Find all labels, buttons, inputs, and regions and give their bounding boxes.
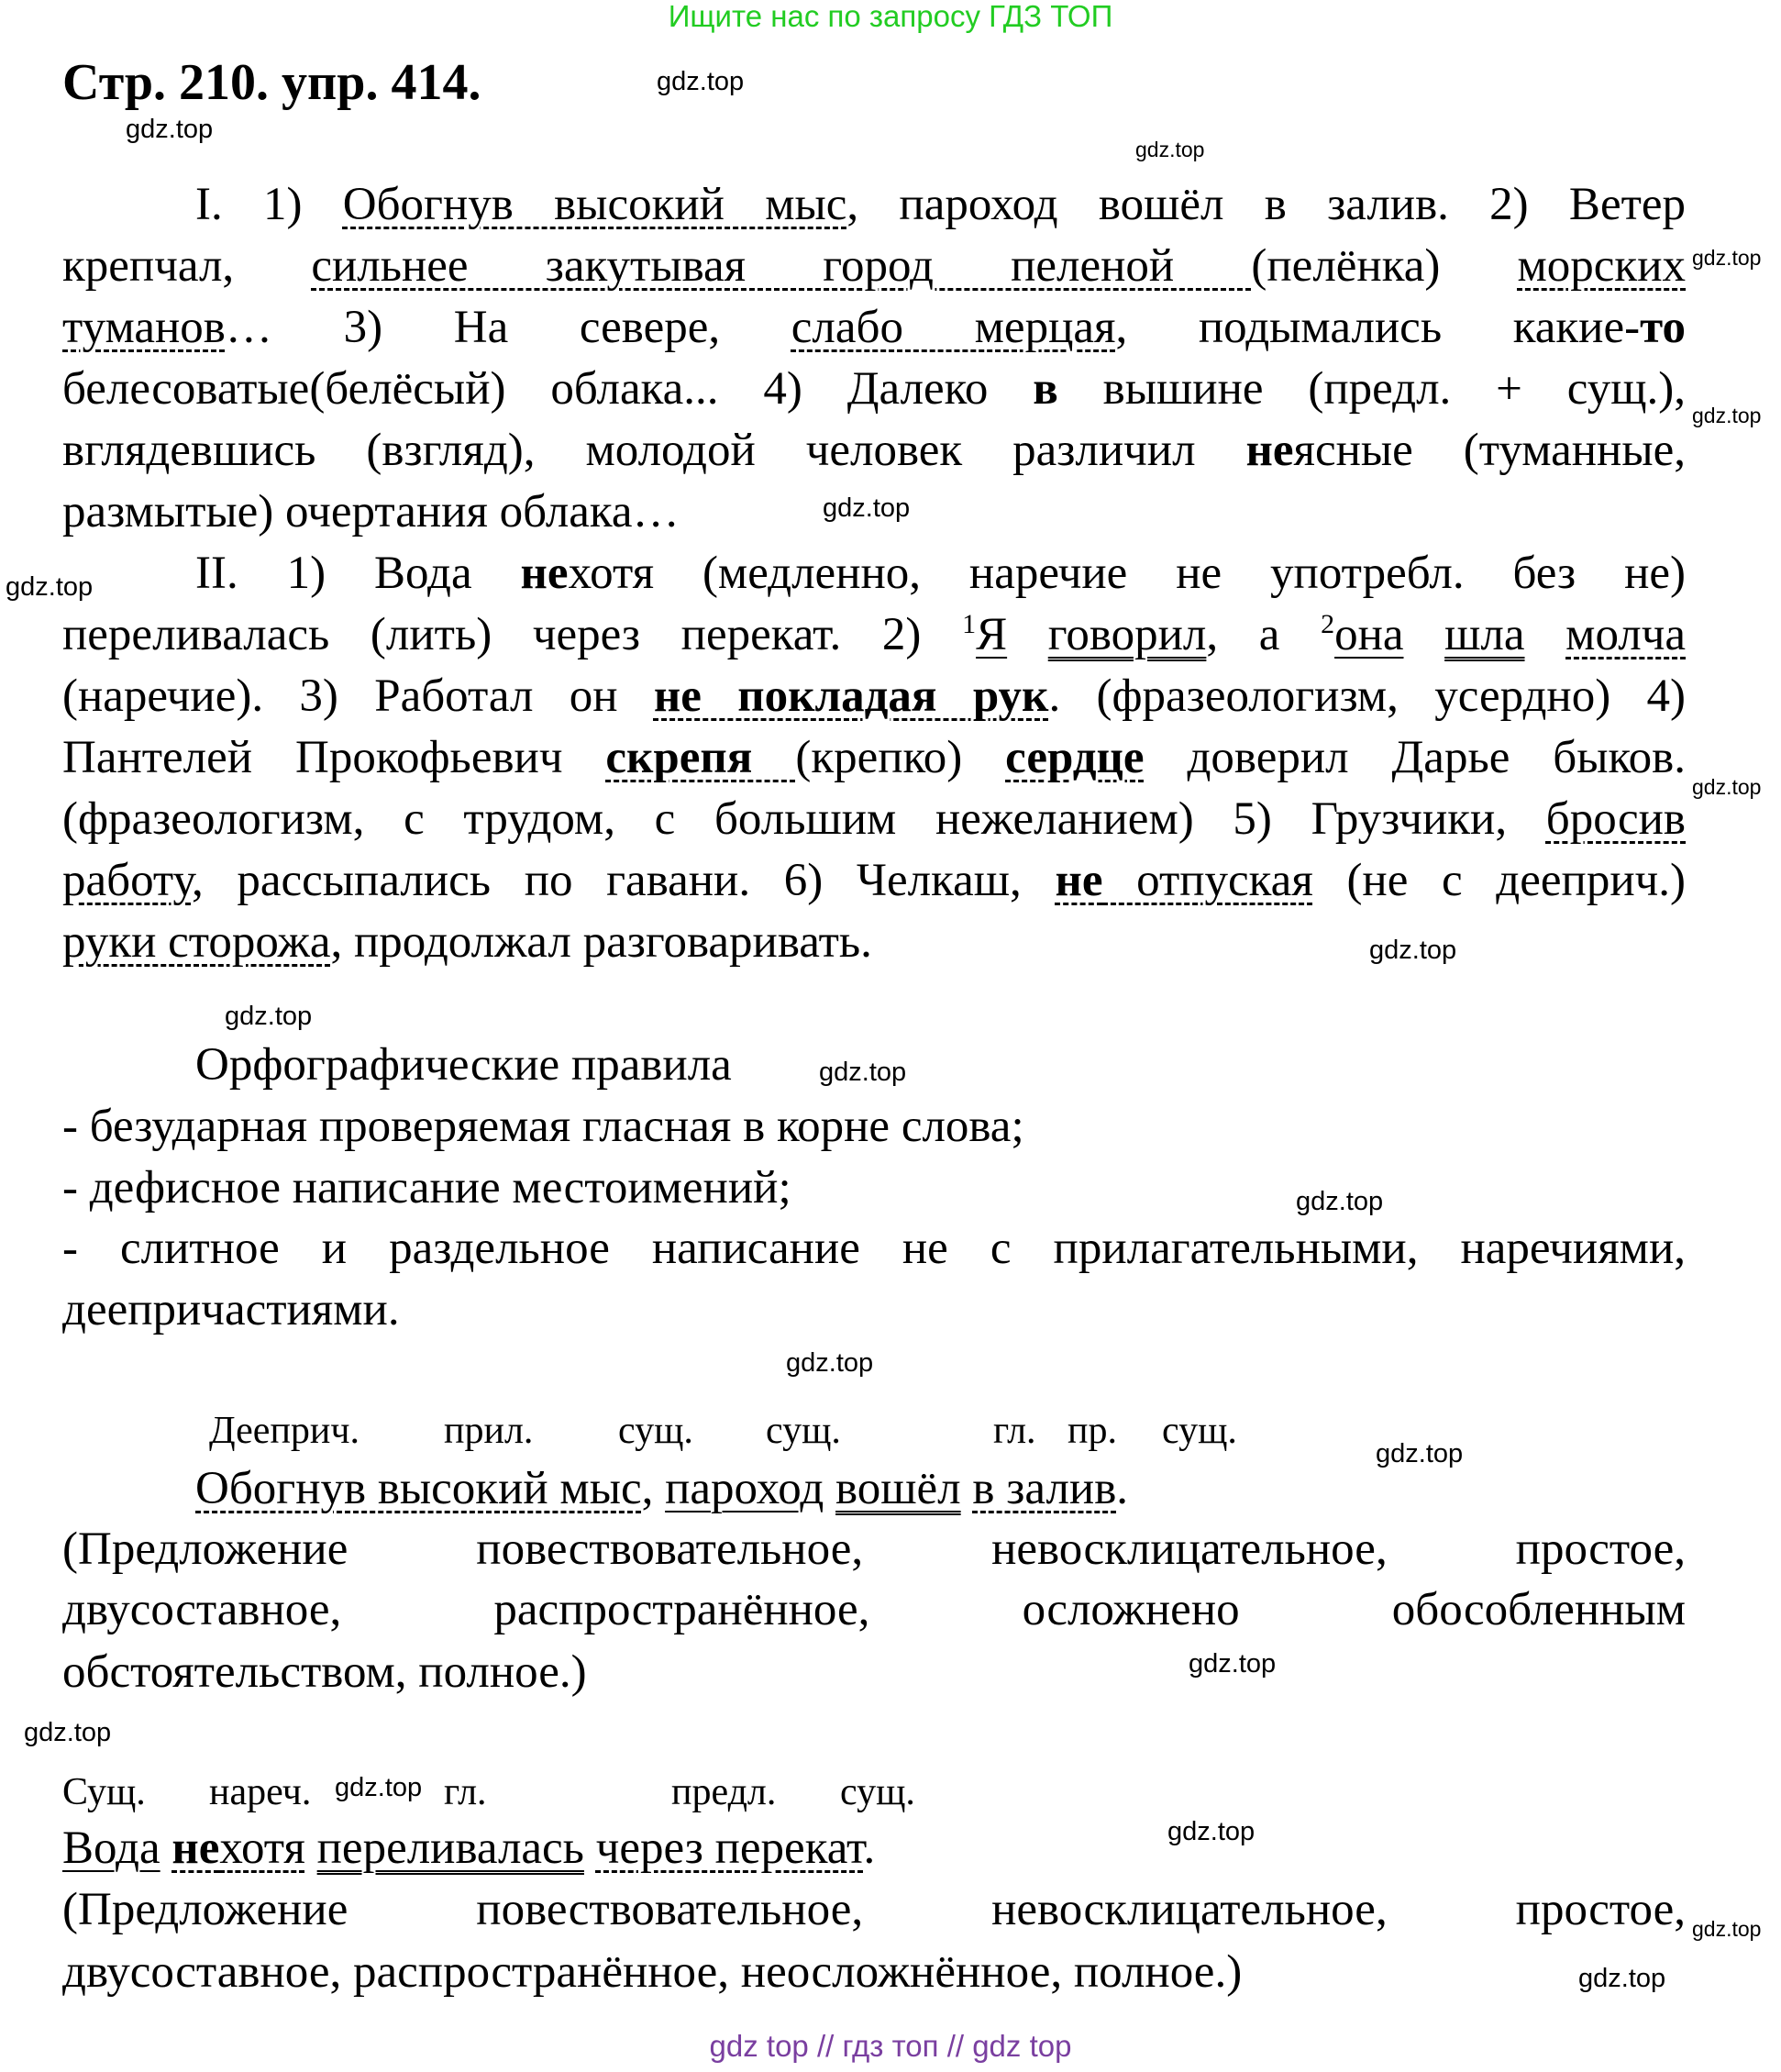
text-segment: говорил xyxy=(1047,609,1207,660)
watermark: gdz.top xyxy=(1692,246,1762,270)
text-line xyxy=(62,1942,1242,2003)
text-line xyxy=(62,727,1686,789)
text-segment: в xyxy=(1033,363,1058,415)
text-segment: (Предложение повествовательное, невосклицательное, простое, xyxy=(62,1524,1686,1575)
text-line xyxy=(62,1642,587,1703)
text-line xyxy=(62,1218,1686,1280)
text-line xyxy=(62,1879,1686,1941)
footer-links[interactable]: gdz top // гдз топ // gdz top xyxy=(709,2029,1072,2063)
watermark: gdz.top xyxy=(819,1058,907,1087)
text-segment: туманов xyxy=(62,302,226,353)
text-segment: деепричастиями. xyxy=(62,1284,400,1335)
text-segment: Обогнув высокий мыс xyxy=(195,1463,642,1514)
pos-label: пр. xyxy=(1067,1410,1117,1452)
text-line xyxy=(62,789,1686,850)
watermark: gdz.top xyxy=(1296,1187,1384,1216)
watermark: gdz.top xyxy=(6,572,94,602)
watermark: gdz.top xyxy=(126,115,214,144)
text-segment: размытые) очертания облака… xyxy=(62,486,680,537)
watermark: gdz.top xyxy=(1189,1649,1277,1679)
part-number: 2 xyxy=(1321,609,1335,639)
text-segment: II. 1) Вода xyxy=(195,548,521,599)
text-line xyxy=(62,1158,791,1219)
text-segment: в залив xyxy=(972,1463,1117,1514)
text-segment: , подымались какие- xyxy=(1115,302,1641,353)
text-line xyxy=(62,1519,1686,1580)
text-line xyxy=(62,912,872,973)
text-segment: I. 1) xyxy=(195,179,343,230)
watermark: gdz.top xyxy=(1578,1964,1666,1993)
text-segment: шла xyxy=(1444,609,1525,660)
text-segment: . (фразеологизм, усердно) 4) xyxy=(1048,670,1686,722)
watermark: gdz.top xyxy=(786,1348,874,1378)
text-segment: двусоставное, распространённое, осложнено обособленным xyxy=(62,1584,1686,1635)
text-segment: вглядевшись (взгляд), молодой человек различил xyxy=(62,425,1246,476)
text-line xyxy=(195,1035,732,1096)
text-line xyxy=(195,174,1686,236)
text-segment: (крепко) xyxy=(795,732,1006,783)
text-segment xyxy=(584,1823,596,1874)
text-line xyxy=(62,1096,1024,1158)
text-line xyxy=(62,1579,1686,1641)
pos-label: нареч. xyxy=(209,1771,312,1813)
watermark: gdz.top xyxy=(1692,404,1762,427)
watermark: gdz.top xyxy=(1167,1817,1256,1846)
text-segment: , а xyxy=(1206,609,1322,660)
pos-label: предл. xyxy=(671,1771,777,1813)
text-segment: вошёл xyxy=(835,1463,961,1514)
text-segment xyxy=(1007,609,1048,660)
text-segment: . xyxy=(863,1823,876,1874)
text-line xyxy=(62,297,1686,359)
text-segment: … 3) На севере, xyxy=(225,302,791,353)
text-segment: работу xyxy=(62,855,192,906)
text-segment xyxy=(1525,609,1566,660)
text-segment: слабо мерцая xyxy=(791,302,1116,353)
text-segment: то xyxy=(1640,302,1686,353)
watermark: gdz.top xyxy=(1692,1917,1762,1941)
text-segment: двусоставное, распространённое, неосложнённое, полное.) xyxy=(62,1946,1243,1998)
pos-label: Дееприч. xyxy=(209,1410,360,1452)
text-segment: белесоватые(белёсый) облака... 4) Далеко xyxy=(62,363,1034,415)
text-line xyxy=(62,666,1686,727)
text-segment: не xyxy=(1055,855,1103,906)
text-segment: не покладая рук xyxy=(653,670,1049,722)
text-line xyxy=(195,1458,1128,1520)
text-line xyxy=(62,482,680,543)
watermark: gdz.top xyxy=(1369,936,1457,965)
text-line xyxy=(62,1818,875,1879)
text-line xyxy=(195,543,1686,604)
text-segment xyxy=(305,1823,317,1874)
watermark: gdz.top xyxy=(335,1773,423,1802)
text-segment: (не с дееприч.) xyxy=(1312,855,1686,906)
text-segment: - дефисное написание местоимений; xyxy=(62,1162,791,1213)
text-segment: пароход xyxy=(665,1463,824,1514)
pos-label: сущ. xyxy=(1162,1410,1237,1452)
text-segment: Орфографические правила xyxy=(195,1039,732,1091)
watermark: gdz.top xyxy=(225,1002,313,1031)
text-segment: крепчал, xyxy=(62,240,312,292)
text-line xyxy=(62,420,1686,482)
text-segment: Вода xyxy=(62,1823,160,1874)
text-line xyxy=(62,1280,400,1341)
text-segment: , пароход вошёл в залив. 2) Ветер xyxy=(846,179,1687,230)
text-segment: Пантелей Прокофьевич xyxy=(62,732,606,783)
text-segment: доверил Дарье быков. xyxy=(1144,732,1686,783)
text-segment: обстоятельством, полное.) xyxy=(62,1646,587,1698)
text-segment: , рассыпались по гавани. 6) Челкаш, xyxy=(191,855,1056,906)
watermark: gdz.top xyxy=(657,67,745,96)
text-segment: Я xyxy=(976,609,1008,660)
text-segment: переливалась (лить) через перекат. 2) xyxy=(62,609,963,660)
text-segment: молча xyxy=(1565,609,1687,660)
text-segment: сильнее закутывая город пеленой xyxy=(311,240,1252,292)
text-segment: сердце xyxy=(1005,732,1145,783)
part-number: 1 xyxy=(962,609,977,639)
text-segment: не xyxy=(1245,425,1294,476)
text-segment: хотя xyxy=(219,1823,305,1874)
pos-label: гл. xyxy=(444,1771,487,1813)
search-banner: Ищите нас по запросу ГДЗ ТОП xyxy=(668,0,1113,33)
text-segment: скрепя xyxy=(605,732,796,783)
text-segment: руки сторожа xyxy=(62,916,331,968)
text-segment: не xyxy=(520,548,569,599)
text-segment: (Предложение повествовательное, невосклицательное, простое, xyxy=(62,1884,1686,1935)
pos-label: прил. xyxy=(444,1410,534,1452)
text-line xyxy=(62,236,1686,297)
pos-label: сущ. xyxy=(766,1410,841,1452)
text-segment: бросив xyxy=(1545,793,1686,845)
text-segment: переливалась xyxy=(316,1823,584,1874)
text-segment: Обогнув высокий мыс xyxy=(342,179,847,230)
text-segment: (фразеологизм, с трудом, с большим нежеланием) 5) Грузчики, xyxy=(62,793,1546,845)
text-segment xyxy=(824,1463,835,1514)
text-segment: (наречие). 3) Работал он xyxy=(62,670,654,722)
text-segment: хотя (медленно, наречие не употребл. без не) xyxy=(568,548,1686,599)
text-segment: (пелёнка) xyxy=(1251,240,1518,292)
text-segment: . xyxy=(1116,1463,1129,1514)
text-segment: она xyxy=(1334,609,1404,660)
watermark: gdz.top xyxy=(1376,1439,1464,1468)
text-segment: , xyxy=(641,1463,666,1514)
text-segment: - слитное и раздельное написание не с прилагательными, наречиями, xyxy=(62,1223,1686,1274)
watermark: gdz.top xyxy=(24,1718,112,1747)
watermark: gdz.top xyxy=(1135,138,1205,161)
text-line xyxy=(62,604,1686,666)
text-line xyxy=(62,850,1686,912)
page-title: Стр. 210. упр. 414. xyxy=(62,54,481,111)
text-segment xyxy=(160,1823,172,1874)
text-segment xyxy=(961,1463,973,1514)
text-segment xyxy=(1404,609,1445,660)
pos-label: Сущ. xyxy=(62,1771,146,1813)
text-line xyxy=(62,359,1686,420)
watermark: gdz.top xyxy=(1692,775,1762,799)
text-segment: , продолжал разговаривать. xyxy=(330,916,872,968)
watermark: gdz.top xyxy=(823,493,911,523)
text-segment: ясные (туманные, xyxy=(1293,425,1686,476)
text-segment: не xyxy=(171,1823,220,1874)
text-segment: отпуская xyxy=(1102,855,1313,906)
text-segment: морских xyxy=(1517,240,1686,292)
pos-label: сущ. xyxy=(618,1410,693,1452)
pos-label: гл. xyxy=(993,1410,1036,1452)
text-segment: вышине (предл. + сущ.), xyxy=(1057,363,1686,415)
text-segment: - безударная проверяемая гласная в корне слова; xyxy=(62,1101,1024,1152)
pos-label: сущ. xyxy=(840,1771,915,1813)
text-segment: через перекат xyxy=(595,1823,864,1874)
